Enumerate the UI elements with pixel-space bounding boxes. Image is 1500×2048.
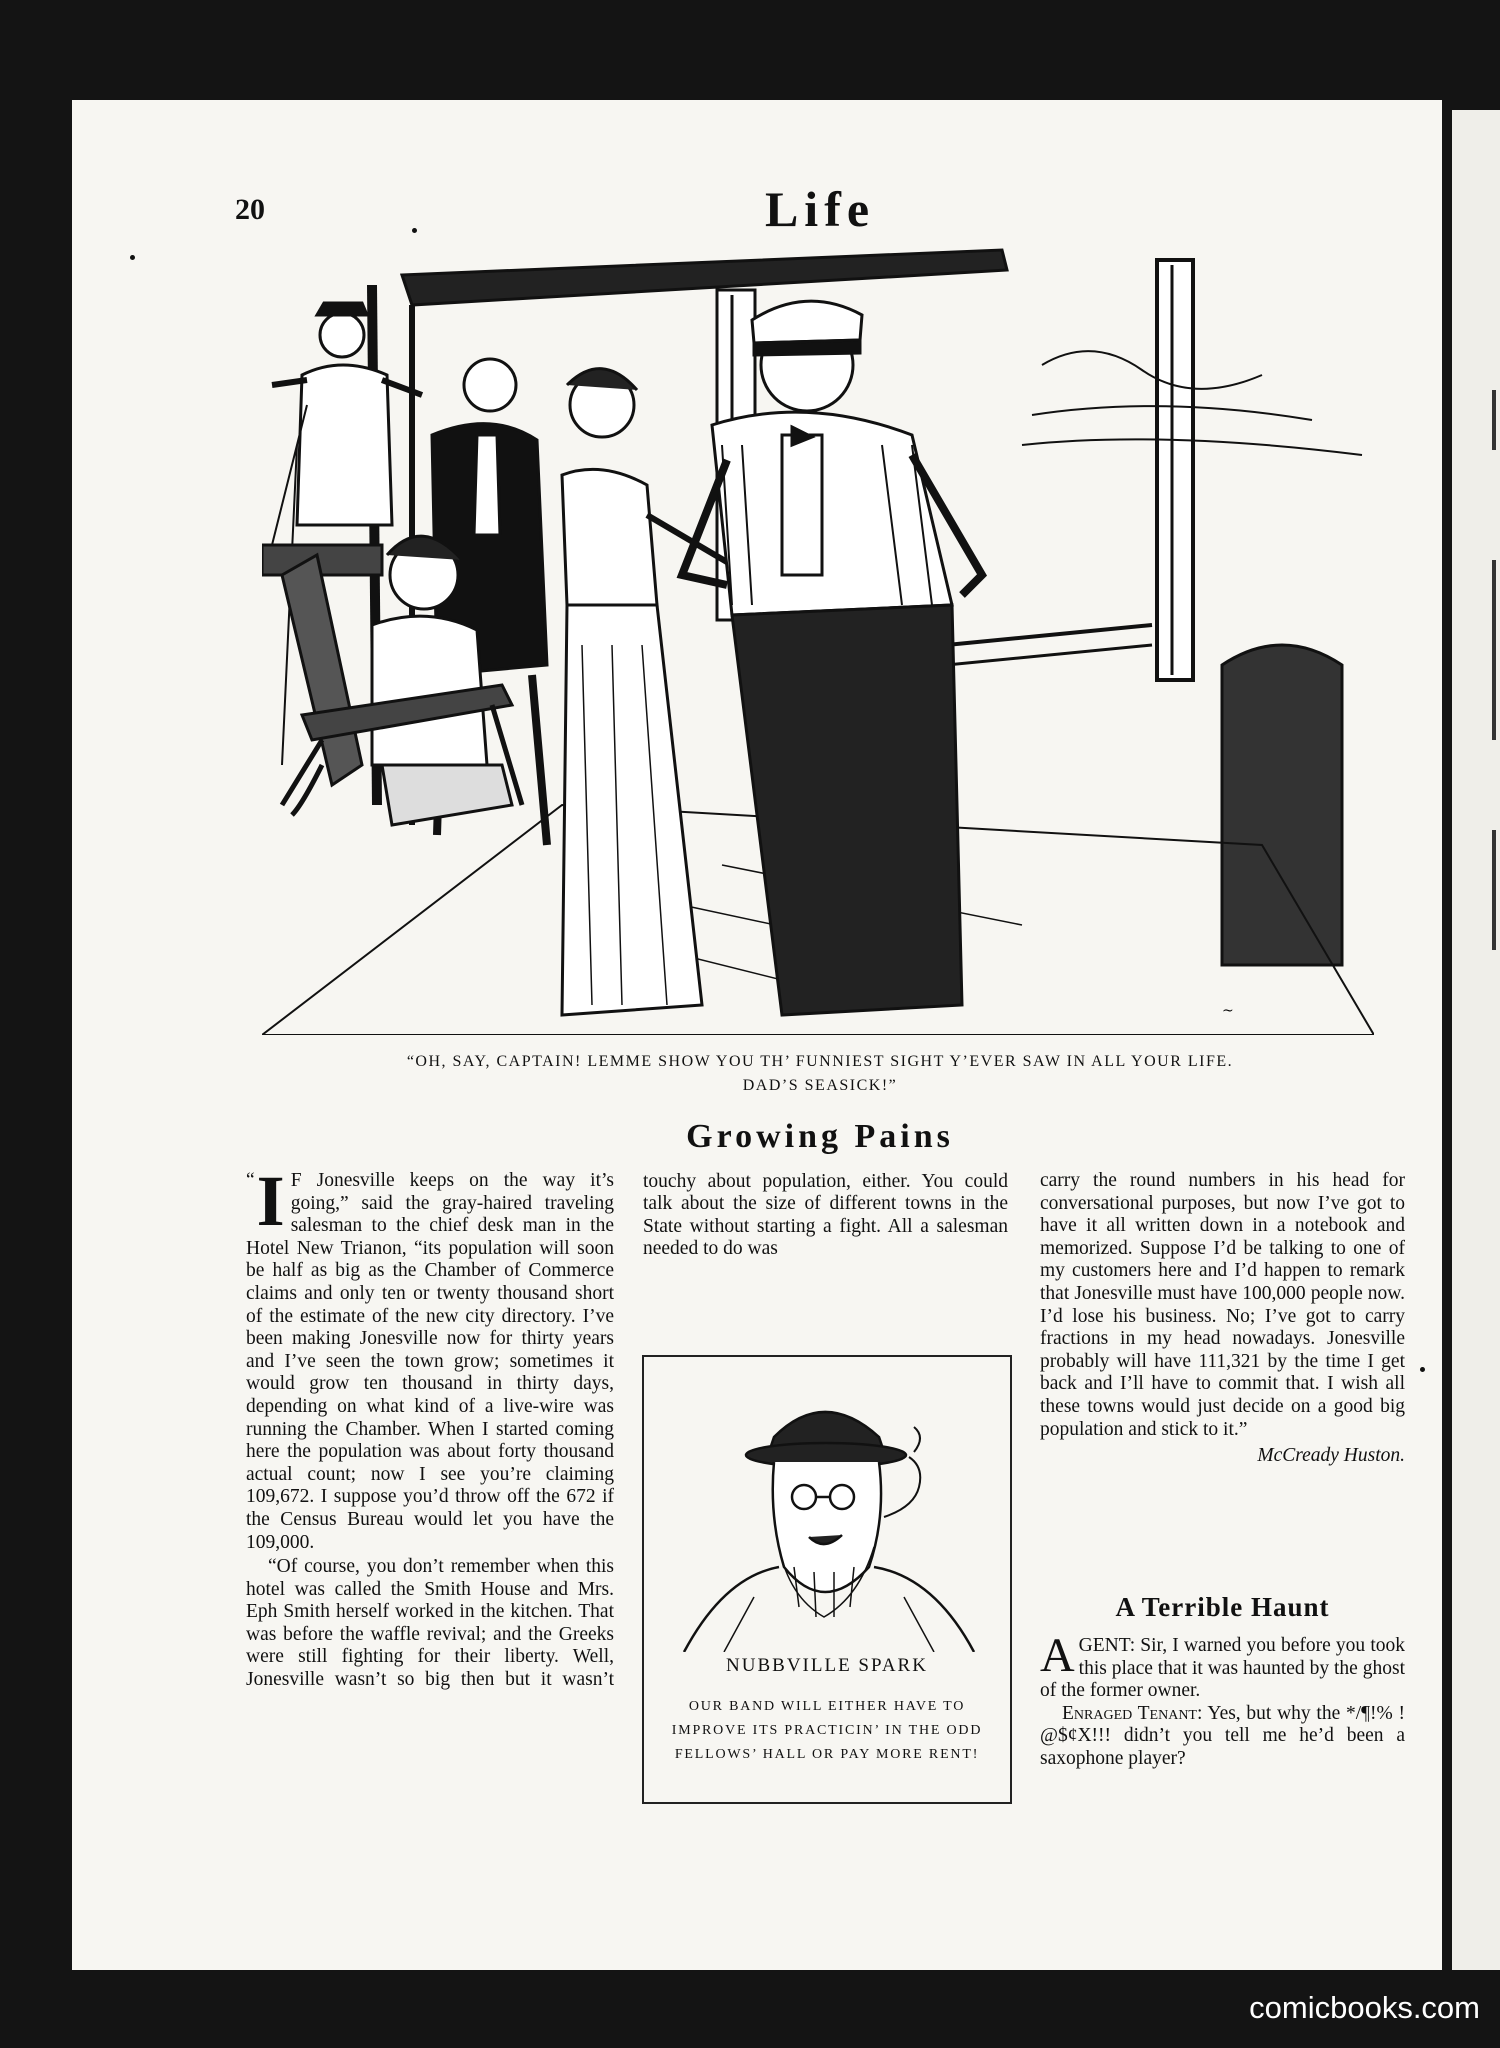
page-speck	[1420, 1367, 1425, 1372]
article-paragraph-continued	[246, 1556, 614, 1691]
article-paragraph	[246, 1161, 614, 1554]
article-title: Growing Pains	[686, 1118, 954, 1155]
speaker-tenant: Enraged Tenant:	[1062, 1702, 1203, 1724]
sidebar-text	[1040, 1629, 1405, 1771]
agent-line: Sir, I warned you before you took this place that it was haunted by the ghost of the former owner.	[1040, 1635, 1405, 1702]
adjacent-page-text-fragment	[1492, 390, 1496, 450]
dialogue-line-agent	[1040, 1629, 1405, 1703]
drop-cap: A	[1040, 1629, 1075, 1682]
opening-quote: “	[246, 1170, 255, 1191]
masthead-logo: Life	[764, 181, 876, 237]
bearded-man-cartoon	[664, 1367, 990, 1652]
sidebar-title: A Terrible Haunt	[1115, 1592, 1330, 1622]
watermark: comicbooks.com	[1249, 1990, 1480, 2025]
cartoon-panel	[642, 1355, 1012, 1804]
cartoon-title: NUBBVILLE SPARK	[726, 1655, 928, 1676]
tenant-line: Yes, but why the */¶!% ! @$¢X!!! didn’t you tell me he’d been a saxophone player?	[1040, 1702, 1405, 1769]
article-paragraph-continued: carry the round numbers in his head for conversational purposes, but now I’ve got to have it all written down in a notebook and memorized. Suppose I’d be talking to one of my customers here and I’d happen to remark that Jonesville must have 100,000 people now. I’d lose his business. No; I’ve got to carry fractions in my head nowadays. Jonesville probably will have 111,321 by the time I get back and I’ll have to commit that. I wish all these towns would just decide on a good big population and stick to it.”	[1040, 1170, 1405, 1440]
article-paragraph-continued	[643, 1170, 1008, 1261]
article-column-3	[1040, 1170, 1405, 1468]
article-column-2	[643, 1170, 1008, 1350]
speaker-agent: GENT:	[1078, 1635, 1136, 1656]
page-speck	[130, 255, 135, 260]
ship-deck-illustration	[262, 245, 1374, 1035]
drop-cap: I	[256, 1161, 285, 1241]
article-column-1	[246, 1161, 614, 1691]
adjacent-page-text-fragment	[1492, 830, 1496, 950]
article-paragraph-text: F Jonesville keeps on the way it’s going,” said the gray-haired traveling salesman to the chief desk man in the Hotel New Trianon, “its population will soon be half as big as the Chamber of Commerce claims and only ten or twenty thousand short of the estimate of the new city directory. I’ve been making Jonesville now for thirty years and I’ve seen the town grow; sometimes it would grow ten thousand in thirty days, depending on what kind of a live-wire was running the Chamber. When I started coming here the population was about forty thousand actual count; now I see you’re claiming 109,672. I suppose you’d throw off the 672 if the Census Bureau would let you have the 109,000.	[246, 1170, 614, 1553]
adjacent-page-text-fragment	[1492, 560, 1496, 740]
page-number: 20	[235, 193, 265, 226]
page-speck	[412, 228, 417, 233]
illustration-caption: “OH, SAY, CAPTAIN! LEMME SHOW YOU TH’ FUNNIEST SIGHT Y’EVER SAW IN ALL YOUR LIFE. DAD’S SEASICK!”	[406, 1053, 1234, 1094]
adjacent-page-edge	[1452, 110, 1500, 1970]
article-byline: McCready Huston.	[1257, 1445, 1405, 1467]
cartoon-caption: OUR BAND WILL EITHER HAVE TO IMPROVE ITS PRACTICIN’ IN THE ODD FELLOWS’ HALL OR PAY MORE RENT!	[671, 1699, 983, 1762]
dialogue-line-tenant	[1040, 1703, 1405, 1771]
article-paragraph-text: touchy about population, either. You could talk about the size of different towns in the State without starting a fight. All a salesman needed to do was	[643, 1170, 1008, 1260]
article-paragraph-text: “Of course, you don’t remember when this hotel was called the Smith House and Mrs. Eph Smith herself worked in the kitchen. That was before the waffle revival; and the Greeks were still fighting for their liberty. Well, Jonesville wasn’t so big then but it wasn’t	[246, 1556, 614, 1691]
svg-text:~: ~	[1222, 1003, 1234, 1019]
